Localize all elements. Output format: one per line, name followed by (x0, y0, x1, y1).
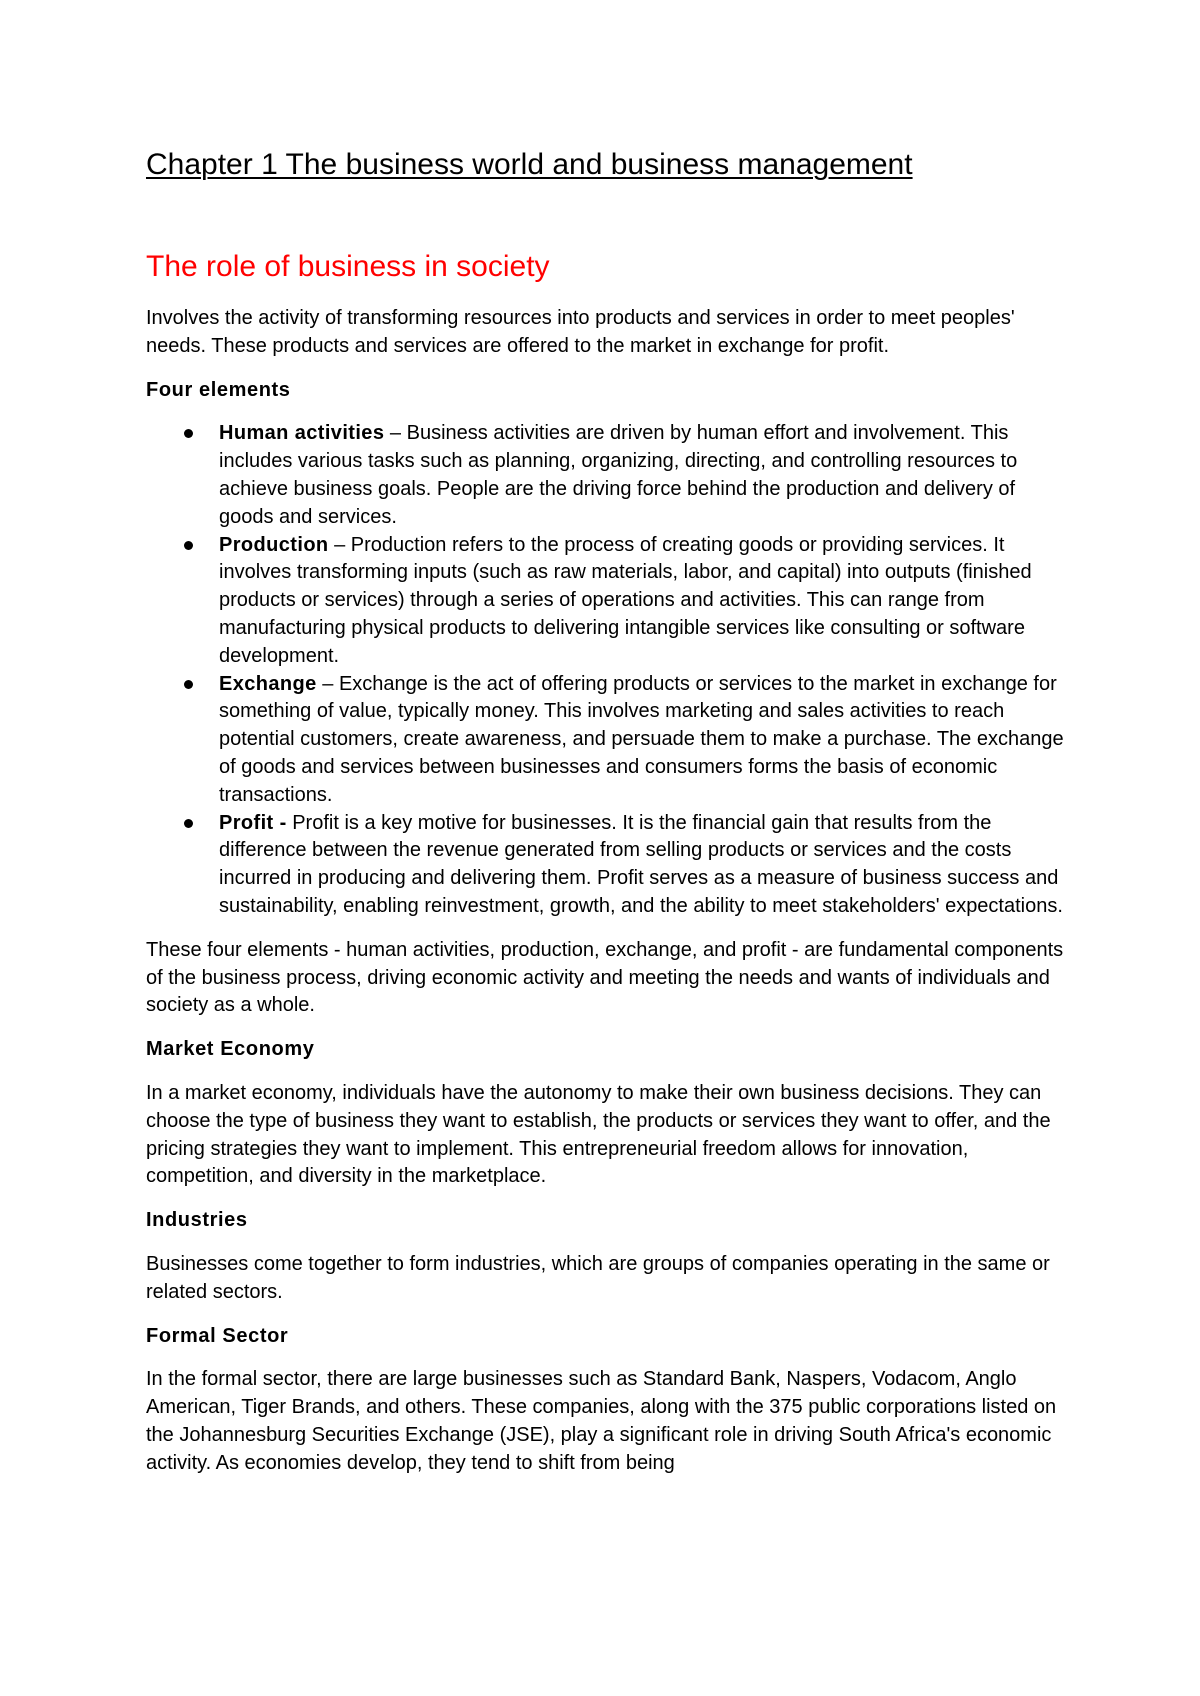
market-economy-heading: Market Economy (146, 1038, 315, 1061)
element-separator: – (328, 533, 351, 556)
element-separator: – (384, 422, 407, 445)
list-item (146, 810, 1066, 921)
list-item (146, 532, 1066, 671)
four-elements-summary: These four elements - human activities, production, exchange, and profit - are fundamental components of the business process, driving economic activity and meeting the needs and wants of individuals and society as a whole. (146, 938, 1064, 1017)
four-elements-list (146, 420, 1066, 920)
element-term: Profit - (219, 811, 287, 834)
formal-sector-heading: Formal Sector (146, 1324, 289, 1347)
bullet-icon (184, 429, 193, 438)
element-term: Exchange (219, 672, 317, 695)
list-item (146, 420, 1066, 531)
bullet-icon (184, 680, 193, 689)
industries-paragraph: Businesses come together to form industries, which are groups of companies operating in the same or related sectors. (146, 1252, 1050, 1303)
element-description: Production refers to the process of creating goods or providing services. It involves transforming inputs (such as raw materials, labor, and capital) into outputs (finished products or services) through a series of operations and activities. This can range from manufacturing physical products to delivering intangible services like consulting or software development. (219, 533, 1032, 667)
list-item (146, 671, 1066, 810)
element-description: Profit is a key motive for businesses. It is the financial gain that results from the difference between the revenue generated from selling products or services and the costs incurred in producing and delivering them. Profit serves as a measure of business success and sustainability, enabling reinvestment, growth, and the ability to meet stakeholders' expectations. (219, 811, 1063, 917)
element-term: Production (219, 533, 329, 556)
element-term: Human activities (219, 422, 385, 445)
document-body (146, 305, 1066, 1493)
element-description: Exchange is the act of offering products or services to the market in exchange for something of value, typically money. This involves marketing and sales activities to reach potential customers, create awareness, and persuade them to make a purchase. The exchange of goods and services between businesses and consumers forms the basis of economic transactions. (219, 672, 1064, 806)
industries-heading: Industries (146, 1209, 248, 1232)
market-economy-paragraph: In a market economy, individuals have the autonomy to make their own business decisions. They can choose the type of business they want to establish, the products or services they want to offer, and the pricing strategies they want to implement. This entrepreneurial freedom allows for innovation, competition, and diversity in the marketplace. (146, 1081, 1051, 1188)
bullet-icon (184, 819, 193, 828)
bullet-icon (184, 541, 193, 550)
element-separator: – (316, 672, 339, 695)
formal-sector-paragraph: In the formal sector, there are large businesses such as Standard Bank, Naspers, Vodacom, Anglo American, Tiger Brands, and others. These companies, along with the 375 public corporations listed on the Johannesburg Securities Exchange (JSE), play a significant role in driving South Africa's economic activity. As economies develop, they tend to shift from being (146, 1368, 1057, 1474)
element-description: Business activities are driven by human effort and involvement. This includes various tasks such as planning, organizing, directing, and controlling resources to achieve business goals. People are the driving force behind the production and delivery of goods and services. (219, 422, 1018, 528)
section-title: The role of business in society (146, 250, 550, 283)
intro-paragraph: Involves the activity of transforming resources into products and services in order to meet peoples' needs. These products and services are offered to the market in exchange for profit. (146, 307, 1015, 357)
four-elements-heading: Four elements (146, 378, 291, 401)
chapter-title: Chapter 1 The business world and business management (146, 148, 913, 181)
